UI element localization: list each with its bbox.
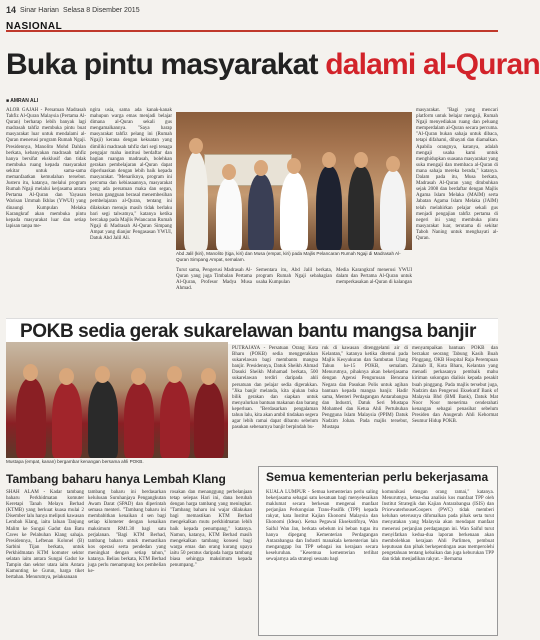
story3-headline: Tambang baharu hanya Lembah Klang bbox=[6, 472, 226, 486]
person-figure bbox=[216, 178, 242, 250]
story1-col4: Sementara itu, Abd Jalil berkata, program Rumah Ngaji sebahagian usaha Kumpulan bbox=[256, 268, 332, 286]
person-figure bbox=[16, 378, 46, 458]
story2-col2: ruk di kawasan ditenggelami air di Kelantan," katanya ketika ditemui pada Majlis Kesyukuran dan Sambutan Ulang Tahun ke-15 POKB, semalam. Menurutnya, pihaknya akan bekerjasama dengan Agensi Pengurusan Bencana Negara dan Pasukan Polis untuk agihan bantuan kepada mangsa banjir. Hadir sama, Menteri Perdagangan Antarabangsa dan Industri, Datuk Seri Mustapa Mohamed dan Ketua Ahli Pertubuhan Pengguna Islam Malaysia (PPIM) Datuk Nadzim Johan. Pada majlis tersebut, Mustapa bbox=[322, 346, 408, 431]
story1-col2: ngira usia, sama ada kanak-kanak mahupun warga emas menjadi belajar dimana al-Quran sekali gus mengamalkannya. "Saya harap masyarakat tahfiz pelang ini (Rumah Ngaji) kerana dengan kekuatan yang dimiliki madrasah tahfiz dari segi tenaga pengajar maha institusi berdaftar dan bagian ruangan madrasah, bolehkan gerakan pembelajaran al-Quran dapat diperluaskan dengan lebih baik kepada masyarakat. "Menariknya, program ini percuma dan kebiasaannya, masyarakat yang ada persatuan maka dan segan, bersan gangguan berasal menembesihan pembelajaran al-Quran, tentang ini dilakukan menuju masih tidak berlaku bari segi talwatnya," katanya ketika bercakap pada Majlis Pelancaran Rumah Ngaji di Madrasah Al-Quran Simpang Ampat yang dianjur Pengasasan YWUI, Datuk Abd Jalil Ali. bbox=[90, 108, 172, 241]
person-figure bbox=[52, 382, 82, 458]
story3-col2: tambang baharu ini berdasarkan kelulusan Suruhanjaya Pengangkutan Awam Darat (SPAD) dan diperintah semasa menteri. "Tambang baharu ini membabitkan kenaikan 4 sen bagi setiap kilometer dengan kenaikan maksimum RM1.30 bagi satu perjalanan. "Bagi KTM Berhad, tambang baharu untuk memastikan kos operasi serta pendedan yang meningkat dengan setiap tahun," katanya. Beliau berkata, KTM Berhad juga perlu menampung kos pembelian ke- bbox=[88, 490, 166, 575]
issue-date: Selasa 8 Disember 2015 bbox=[62, 6, 140, 14]
story1-byline: ■ AMRAN ALI bbox=[6, 98, 39, 104]
banner-graphic bbox=[204, 154, 292, 186]
story1-headline-black: Buka pintu masyarakat bbox=[6, 48, 318, 81]
story2-col3: menyampaikan bantuan POKB dan berzakat seorang Tabung Kasih Buah Pinggang, OKB Hospital Raja Perempuan Zainab II, Kota Bharu, Kelantan yang menadi perkasanya pembaik mahu kiriman sokongan dialisis kepada pesakit buah pinggang. Pada majlis tersebut juga, Nadzim dan Pengerusi Eksekutif Bank of Malaysia Bhd (BMI Bank), Datuk Mat Noor Noor menerima cenderahati kenangan sebagai penasihat sebelum Presiden dan Anugerah Ahli Kehormat Seumur Hidup POKB. bbox=[412, 346, 498, 425]
person-head bbox=[131, 368, 146, 385]
masthead bbox=[6, 4, 498, 16]
story3-col1: SHAH ALAM - Kadar tambang baharu Perkhidmatan komuter Keretapi Tanah Melayu Berhad (KTMB) yang berkuat kuasa mulai 2 Disember lalu hanya meliputi kawasan Lembah Klang, iaitu laluan Tanjung Malim ke Sungai Gadut dan Batu Caves ke Pelabuhan Klang sahaja. Presidennya, Leftenan Kolonel (B) Sarbini Tijan berkata, untuk Perkhidmatan KTM komuter sektor selatan iaitu antara Sungai Gadut ke Tampin dan sektor utara iaitu Antara Kamunting ke Gurun, harga tiket bertahan. Menurutnya, pelaksanaan bbox=[6, 490, 84, 581]
person-figure bbox=[124, 382, 154, 458]
section-header bbox=[6, 16, 498, 32]
person-figure bbox=[184, 152, 208, 250]
person-head bbox=[189, 138, 203, 154]
person-head bbox=[201, 368, 216, 385]
person-figure bbox=[380, 170, 406, 250]
story1-photo bbox=[176, 112, 412, 250]
story4-col2: komunikasi dengan orang ramai," katanya. Menurutnya, ketua-dua analisis kos manfaat TPP oleh Institut Strategik dan Kajian Antarabangsa (ISIS) dan PricewaterhouseCoopers (PWC) tidak memberi keluhan seterusnya difomalkan pada pihak serta turut menyatakan yang Malaysia akan mendapat manfaat menerusi perjanjian perdagangan ini. Wan Saiful turut menyifatkan kedua-dua laporan berkenaan akan membolehkan kerajaan Ahli Parlimen, pembuat keputusan dan pihak berkepentingan asas memperolehi pengetahuan tentang kebaikan dan juga keburukan TPP dan tidak menjadikan rakyat. - Bernama bbox=[382, 490, 494, 563]
paper-name: Sinar Harian bbox=[20, 6, 59, 14]
person-figure bbox=[88, 380, 118, 458]
person-head bbox=[222, 164, 236, 180]
story2-photo bbox=[6, 342, 228, 458]
page-number: 14 bbox=[6, 5, 17, 15]
person-head bbox=[23, 364, 38, 381]
story1-col1: ALOR GAJAH - Persatuan Madrasah Tahfiz Al-Quran Malaysia (Pertama Al-Quran) berharap lebih banyak lagi madrasah tahfiz membuka pintu buat masyarakat luar untuk mendalami al-Quran menerusi program Rumah Ngaji. Presidennya, Manolito Mohd Dahlan berkata, kebanyakan madrasah tahfiz hanya bersifat eksklusif dan tidak membuka ruang kepada masyarakat sekitar untuk sama-sama memanfaatkan kemudahan tersebut. Justeru itu, katanya, melalui program Rumah Ngaji melalui kerjasama antara Pertama Al-Quran dan Yayasan Warisan Ummah Ikhlas (YWUI) yang dinaungi Kumpulan Melaka Karangkraf akan membuka pintu kepada masyarakat luar dan setiap lapisan tanpa me- bbox=[6, 108, 86, 229]
story4-headline: Semua kementerian perlu bekerjasama bbox=[266, 470, 489, 484]
story3-col3: rosakan dan menanggung perbelanjaan tetap selepas Hari ini, dana berubah dengan harga tambang yang meningkat. "Tambang baharu ini wajar dilakukan bagi memastikan KTM Berhad mengekalkan mutu perkhidmatan lebih baik kepada penumpang," katanya. Namun, katanya, KTM Berhad masih mengekalkan tambang konsesi bagi warga emas dan orang kurang upaya iaitu 50 peratus daripada harga tambang biasa sehingga maksimum kepada penumpang." bbox=[170, 490, 252, 569]
person-figure bbox=[348, 166, 374, 250]
story1-col3: Turut sama, Pengerusi Madrasah Al-Quran yang juga Timbalan Pertama Al-Quran, Profesor Madya Musa Ahmad. bbox=[176, 268, 252, 292]
story1-photo-caption: Abd Jalil (kiri), Manolito (tiga, kiri) dan Musa (empat, kiri) pada Majlis Pelancaran Rumah Ngaji di Madrasah Al-Quran Simpang Ampat, semalam. bbox=[176, 251, 401, 262]
person-figure bbox=[316, 166, 342, 250]
story1-col6: masyarakat. "Bagi yang mencari platform untuk belajar mengaji, Rumah Ngaji menyediakan ruang dan peluang memperdalam al-Quran secara percuma. "Al-Quran bukan sahaja untuk dibaca, tetapi difahami, dihayati dan diamalkan. Apabila orangnya, katanya, adalah mengaji usaha kami untuk menghidupkan suasana masyarakat yang suka mengaji dan membaca al-Quran di mana sahaja mereka berada," katanya. Dalam pada itu, Musa berkata, Madrasah Al-Quran yang ditubuhkan sejak 2008 dan berdaftar dengan Majlis Agama Islam Melaka (MAIM) serta Jabatan Agama Islam Melaka (JAIM) telah melahirkan pelajar sekali gus menjadi pengajian tahfiz pertama di negeri ini yang membuka pintu masyarakat luar, terutama di sekitar Taboh Naning untuk menghayati al-Quran. bbox=[416, 108, 498, 241]
story2-photo-caption: Mustapa (empat, kanan) bergambar kenangan bersama ahli POKB. bbox=[6, 459, 144, 464]
person-figure bbox=[160, 380, 190, 458]
person-figure bbox=[280, 172, 308, 250]
story1-col5: Media Karangkraf menerusi YWUI dalam dan Pertama Al-Quran untuk memperkasakan al-Quran di kalangan bbox=[336, 268, 412, 286]
person-figure bbox=[248, 174, 274, 250]
person-figure bbox=[194, 382, 224, 458]
person-head bbox=[167, 366, 182, 383]
story4-col1: KUALA LUMPUR - Semua kementerian perlu saling bekerjasama sebagai satu kesatuan bagi menyelesaikan maklumat secara berkesan mengenai manfaat perjanjian Perkongsian Trans-Pasifik (TPP) kepada rakyat, kata Institut Kajian Ekonomi Malaysia dan Ekonomi (Ideas). Ketua Pegawai Eksekutifnya, Wan Saiful Wan Jan, berkata sebelum ini beban tugas itu hanya dipegang Kementerian Perdagangan Antarabangsa dan Industri manakala kementerian lain menganggap Isu TPP sebagai isu kerajaan secara keseluruhan. "Kesemua kementerian terlibat sewajarnya ada strategi sesuatu bagi bbox=[266, 490, 378, 563]
person-head bbox=[254, 160, 268, 176]
person-head bbox=[59, 368, 74, 385]
story2-col1: PUTRAJAYA - Persatuan Orang Kota Bharu (POKB) sedia menggerakkan sukarelawan bagi membantu mangsa banjir. Presidennya, Datuk Sheikh Ahmad Dasuki Sheikh Mohamad berkata, 500 sukarelawan terdiri daripada ahli persatuan dan pelajar sedia digerakkan. "Jika banjir melanda, kita ajukan buka bilik gerakan dan siapkan untuk menyalurkan bantuan makanan dan barang keperluan. "Berdasarkan pengalaman tahun lalu, kita akan ambil tindakan segera agar lebih ramai dapat dibantu sebelum pasukan sebenarnya banjir berpindah bu- bbox=[232, 346, 318, 431]
person-head bbox=[322, 152, 336, 168]
story1-headline-red: dalami al-Quran bbox=[325, 48, 540, 81]
person-head bbox=[386, 156, 400, 172]
person-head bbox=[354, 152, 368, 168]
person-head bbox=[95, 366, 110, 383]
person-head bbox=[287, 158, 301, 174]
story2-headline: POKB sedia gerak sukarelawan bantu mangsa banjir bbox=[6, 318, 498, 344]
section-title: NASIONAL bbox=[6, 21, 63, 32]
story1-headline bbox=[6, 48, 540, 82]
